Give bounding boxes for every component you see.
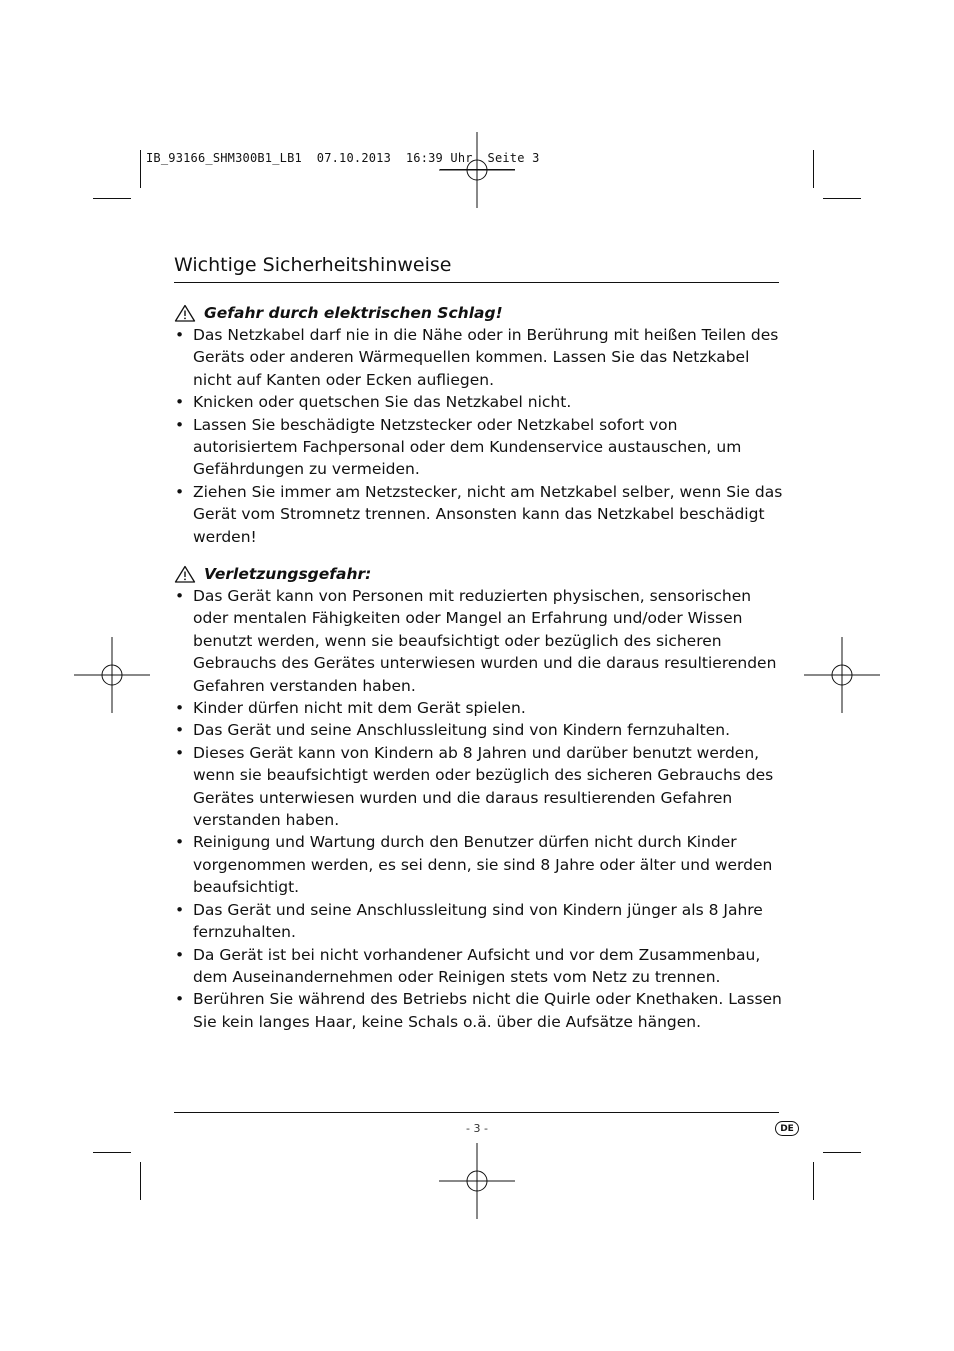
list-item: • Das Gerät und seine Anschlussleitung sind von Kindern fernzuhalten. bbox=[174, 719, 784, 741]
section-heading bbox=[174, 563, 784, 585]
crop-mark bbox=[813, 150, 814, 188]
list-item: • Kinder dürfen nicht mit dem Gerät spielen. bbox=[174, 697, 784, 719]
crop-mark bbox=[813, 1162, 814, 1200]
crop-mark bbox=[140, 1162, 141, 1200]
list-item: • Ziehen Sie immer am Netzstecker, nicht am Netzkabel selber, wenn Sie das Gerät vom Stromnetz trennen. Ansonsten kann das Netzkabel beschädigt werden! bbox=[174, 481, 784, 548]
list-item: • Reinigung und Wartung durch den Benutzer dürfen nicht durch Kinder vorgenommen werden, es sei denn, sie sind 8 Jahre oder älter und werden beaufsichtigt. bbox=[174, 831, 784, 898]
title-rule bbox=[174, 282, 779, 283]
list-item: • Das Gerät und seine Anschlussleitung sind von Kindern jünger als 8 Jahre fernzuhalten. bbox=[174, 899, 784, 944]
footer-rule bbox=[174, 1112, 779, 1113]
bullet-list bbox=[174, 585, 784, 1033]
warning-triangle-icon bbox=[174, 304, 196, 322]
registration-mark-icon bbox=[804, 637, 880, 713]
bullet-list bbox=[174, 324, 784, 548]
crop-mark bbox=[93, 1152, 131, 1153]
crop-mark bbox=[823, 198, 861, 199]
section-injury-risk bbox=[174, 563, 784, 1033]
page-title: Wichtige Sicherheitshinweise bbox=[174, 254, 452, 276]
registration-mark-icon bbox=[439, 132, 515, 208]
list-item: • Berühren Sie während des Betriebs nicht die Quirle oder Knethaken. Lassen Sie kein langes Haar, keine Schals o.ä. über die Aufsätze hängen. bbox=[174, 988, 784, 1033]
list-item: • Das Netzkabel darf nie in die Nähe oder in Berührung mit heißen Teilen des Geräts oder anderen Wärmequellen kommen. Lassen Sie das Netzkabel nicht auf Kanten oder Ecken aufliegen. bbox=[174, 324, 784, 391]
section-heading-text: Gefahr durch elektrischen Schlag! bbox=[204, 304, 503, 322]
list-item: • Dieses Gerät kann von Kindern ab 8 Jahren und darüber benutzt werden, wenn sie beaufsichtigt werden oder bezüglich des sicheren Gebrauchs des Gerätes unterwiesen wurden und die daraus resultierenden Gefahren verstanden haben. bbox=[174, 742, 784, 832]
print-slug: IB_93166_SHM300B1_LB1 07.10.2013 16:39 Uhr Seite 3 bbox=[146, 151, 540, 165]
section-electric-shock bbox=[174, 302, 784, 548]
crop-mark bbox=[93, 198, 131, 199]
list-item: • Lassen Sie beschädigte Netzstecker oder Netzkabel sofort von autorisiertem Fachpersonal oder dem Kundenservice austauschen, um Gefährdungen zu vermeiden. bbox=[174, 414, 784, 481]
section-heading-text: Verletzungsgefahr: bbox=[204, 565, 372, 583]
list-item: • Knicken oder quetschen Sie das Netzkabel nicht. bbox=[174, 391, 784, 413]
registration-mark-icon bbox=[74, 637, 150, 713]
crop-mark bbox=[823, 1152, 861, 1153]
page-number: - 3 - bbox=[466, 1122, 488, 1135]
language-badge: DE bbox=[775, 1121, 799, 1136]
warning-triangle-icon bbox=[174, 565, 196, 583]
registration-mark-icon bbox=[439, 1143, 515, 1219]
section-heading bbox=[174, 302, 784, 324]
list-item: • Da Gerät ist bei nicht vorhandener Aufsicht und vor dem Zusammenbau, dem Auseinandernehmen oder Reinigen stets vom Netz zu trennen. bbox=[174, 944, 784, 989]
list-item: • Das Gerät kann von Personen mit reduzierten physischen, sensorischen oder mentalen Fähigkeiten oder Mangel an Erfahrung und/oder Wissen benutzt werden, wenn sie beaufsichtigt oder bezüglich des sicheren Gebrauchs des Gerätes unterwiesen wurden und die daraus resultierenden Gefahren verstanden haben. bbox=[174, 585, 784, 697]
crop-mark bbox=[140, 150, 141, 188]
